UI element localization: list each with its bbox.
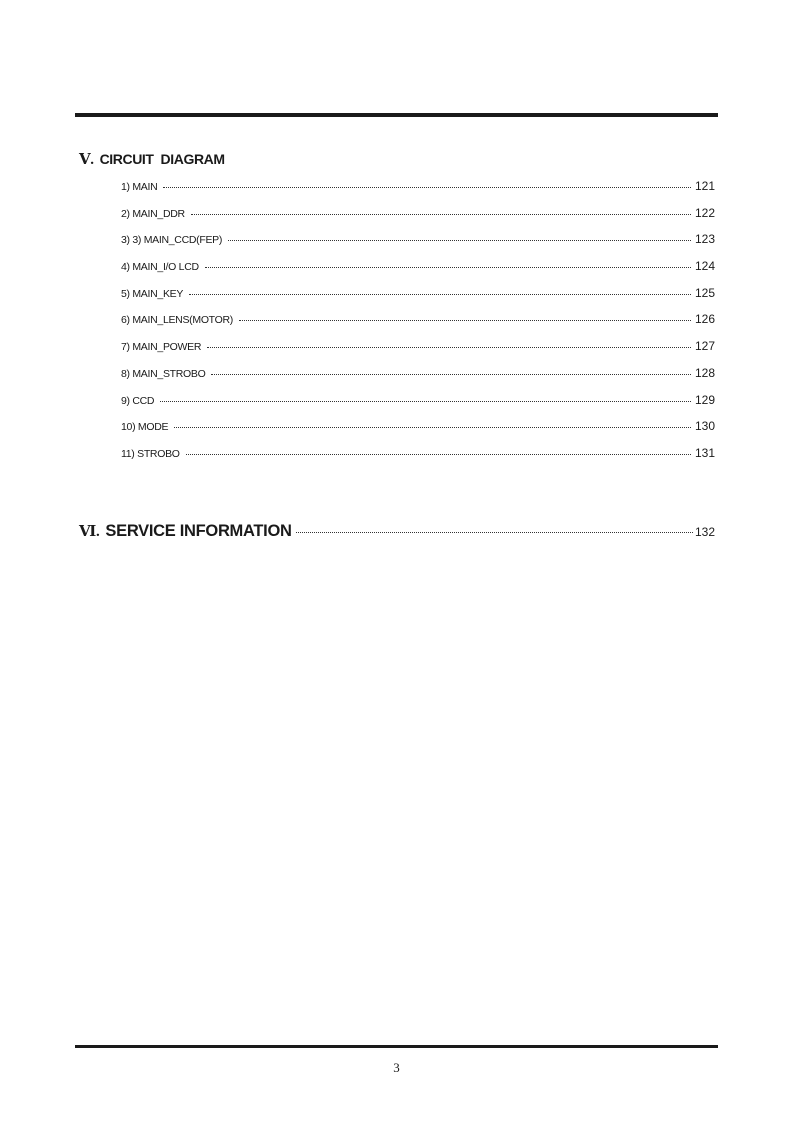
dot-leader [160,401,691,402]
dot-leader [189,294,691,295]
toc-label: 2) MAIN_DDR [121,207,185,220]
toc-label: 7) MAIN_POWER [121,341,202,354]
dot-leader [174,427,691,428]
toc-page: 121 [694,179,715,193]
toc-row[interactable] [121,286,715,313]
toc-page: 131 [694,445,715,460]
toc-label: 3) 3) MAIN_CCD(FEP) [121,234,223,247]
dot-leader [205,267,691,268]
dot-leader [163,187,691,188]
toc-label: 5) MAIN_KEY [121,287,184,300]
toc-row[interactable] [121,312,715,339]
toc-row[interactable] [121,393,715,420]
dot-leader [207,347,691,348]
toc-page: 122 [694,205,715,220]
dot-leader [186,454,691,455]
toc-label: 1) MAIN [121,181,158,193]
toc-page: 125 [694,285,715,300]
circuit-toc-list [121,179,715,473]
toc-page: 132 [694,525,715,539]
circuit-diagram-heading [79,150,225,169]
toc-row[interactable] [121,259,715,286]
toc-row[interactable] [121,419,715,446]
toc-row[interactable] [121,179,715,206]
toc-page: 129 [694,392,715,407]
toc-row[interactable] [121,339,715,366]
toc-row[interactable] [121,206,715,233]
toc-row[interactable] [121,446,715,473]
service-information-heading [79,522,292,541]
section-title: CIRCUIT DIAGRAM [99,151,225,167]
dot-leader [191,214,691,215]
toc-label: 10) MODE [121,421,169,434]
toc-label: 8) MAIN_STROBO [121,367,206,380]
dot-leader [211,374,690,375]
toc-label: 6) MAIN_LENS(MOTOR) [121,314,233,327]
toc-page: 123 [694,232,715,247]
toc-page: 128 [694,365,715,380]
toc-row[interactable] [121,366,715,393]
dot-leader [228,240,691,241]
service-information-entry[interactable] [79,522,715,541]
toc-page: 126 [694,312,715,327]
dot-leader [239,320,691,321]
section-title: SERVICE INFORMATION [105,522,292,540]
toc-label: 4) MAIN_I/O LCD [121,261,199,274]
section-numeral: Ⅴ. [79,152,94,168]
toc-page: 127 [694,339,715,354]
bottom-rule [75,1045,718,1048]
toc-page: 124 [694,259,715,274]
toc-label: 9) CCD [121,394,155,407]
section-numeral: Ⅵ. [79,524,100,540]
dot-leader [296,532,693,533]
page-number: 3 [393,1060,400,1075]
top-rule [75,113,718,117]
toc-row[interactable] [121,232,715,259]
toc-page: 130 [694,419,715,434]
toc-label: 11) STROBO [121,447,180,460]
